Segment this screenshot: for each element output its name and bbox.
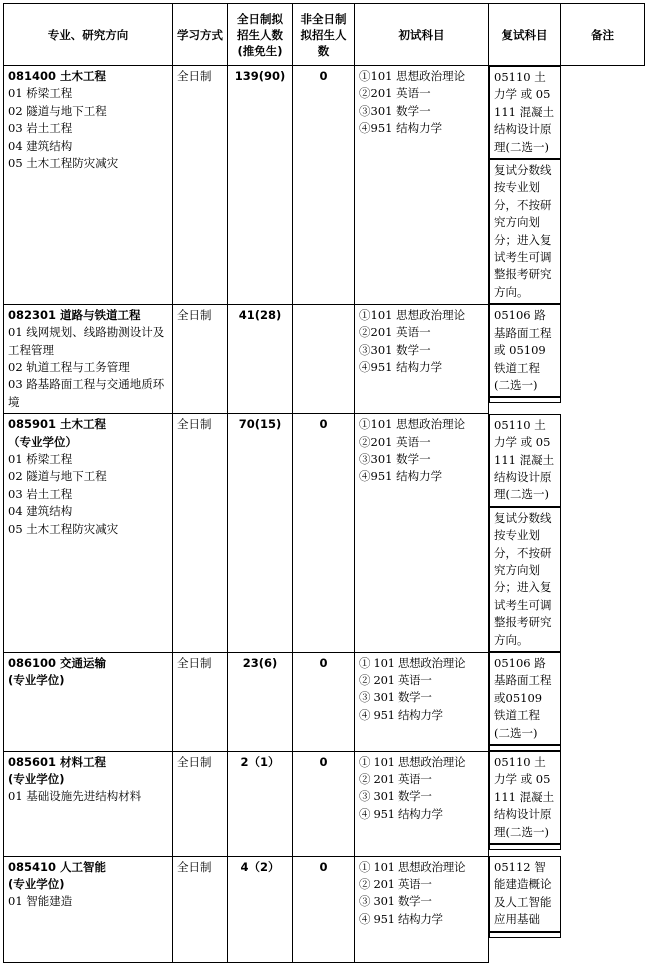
parttime-quota-cell: 0 [293,414,355,652]
direction-item: 01 智能建造 [8,894,73,909]
major-cell [4,652,173,751]
subject-item: ① 101 思想政治理论 [359,754,466,769]
header-parttime-quota: 非全日制拟招生人数 [293,4,355,66]
major-title: 081400 土木工程 [8,69,107,83]
subject-item: ①101 思想政治理论 [359,69,466,83]
header-fulltime-quota: 全日制拟招生人数(推免生) [228,4,293,66]
header-retest-subjects: 复试科目 [489,4,561,66]
retest-cell: 05110 土力学 或 05111 混凝土结构设计原理(二选一) [489,414,561,507]
subject-item: ③ 301 数学一 [359,690,432,705]
subject-item: ③301 数学一 [359,103,431,118]
subject-item: ③ 301 数学一 [359,789,432,804]
parttime-quota-cell: 0 [293,652,355,751]
degree-type: (专业学位) [8,876,65,891]
table-row [4,66,645,305]
direction-item: 03 岩土工程 [8,486,73,501]
fulltime-quota-cell: 70(15) [228,414,293,652]
retest-cell: 05106 路基路面工程或05109 铁道工程(二选一) [489,652,561,745]
direction-item: 01 桥梁工程 [8,86,73,101]
fulltime-quota-cell: 41(28) [228,304,293,413]
subject-item: ② 201 英语一 [359,771,432,786]
study-mode-cell: 全日制 [173,652,228,751]
direction-item: 01 基础设施先进结构材料 [8,789,142,804]
subject-item: ② 201 英语一 [359,672,432,687]
subject-item: ②201 英语一 [359,325,431,340]
header-notes: 备注 [561,4,645,66]
subject-item: ④951 结构力学 [359,121,443,136]
table-row [4,304,645,413]
direction-item: 04 建筑结构 [8,504,73,519]
subject-item: ①101 思想政治理论 [359,307,466,322]
direction-item: 01 桥梁工程 [8,452,73,467]
subject-item: ③301 数学一 [359,342,431,357]
header-major: 专业、研究方向 [4,4,173,66]
study-mode-cell: 全日制 [173,304,228,413]
major-cell [4,751,173,856]
initial-subjects-cell [355,304,489,413]
major-title: 085601 材料工程 [8,754,107,769]
initial-subjects-cell [355,66,489,305]
fulltime-quota-cell: 139(90) [228,66,293,305]
degree-type: （专业学位） [8,434,77,449]
major-title: 085901 土木工程 [8,417,107,432]
major-cell [4,414,173,652]
subject-item: ① 101 思想政治理论 [359,859,466,874]
direction-item: 01 线网规划、线路勘测设计及工程管理 [8,325,165,357]
direction-item: 03 岩土工程 [8,121,73,136]
retest-cell: 05110 土力学 或 05111 混凝土结构设计原理(二选一) [489,66,561,159]
note-cell [489,932,561,938]
table-row [4,652,645,751]
initial-subjects-cell [355,856,489,962]
table-row [4,751,645,856]
note-cell [489,397,561,403]
direction-item: 05 土木工程防灾减灾 [8,156,119,171]
study-mode-cell: 全日制 [173,856,228,962]
direction-item: 03 路基路面工程与交通地质环境 [8,377,165,409]
subject-item: ④951 结构力学 [359,469,443,484]
subject-item: ④951 结构力学 [359,360,443,374]
subject-item: ②201 英语一 [359,434,431,449]
initial-subjects-cell [355,414,489,652]
subject-item: ③ 301 数学一 [359,894,432,909]
study-mode-cell: 全日制 [173,66,228,305]
parttime-quota-cell: 0 [293,856,355,962]
retest-cell: 05112 智能建造概论及人工智能应用基础 [489,856,561,932]
fulltime-quota-cell: 2（1） [228,751,293,856]
direction-item: 04 建筑结构 [8,138,73,153]
parttime-quota-cell: 0 [293,66,355,305]
degree-type: (专业学位) [8,771,65,786]
note-cell: 复试分数线按专业划分，不按研究方向划分；进入复试考生可调整报考研究方向。 [489,159,561,304]
major-title: 085410 人工智能 [8,859,107,874]
subject-item: ④ 951 结构力学 [359,806,443,821]
subject-item: ④ 951 结构力学 [359,911,443,926]
major-title: 086100 交通运输 [8,655,107,670]
major-cell [4,304,173,413]
header-study-mode: 学习方式 [173,4,228,66]
direction-item: 02 轨道工程与工务管理 [8,360,130,374]
direction-item: 02 隧道与地下工程 [8,103,107,118]
note-cell: 复试分数线按专业划分，不按研究方向划分；进入复试考生可调整报考研究方向。 [489,507,561,652]
study-mode-cell: 全日制 [173,751,228,856]
degree-type: (专业学位) [8,672,65,687]
header-row [4,4,645,66]
note-cell [489,844,561,850]
fulltime-quota-cell: 23(6) [228,652,293,751]
subject-item: ② 201 英语一 [359,876,432,891]
initial-subjects-cell [355,652,489,751]
study-mode-cell: 全日制 [173,414,228,652]
direction-item: 05 土木工程防灾减灾 [8,521,119,536]
major-cell [4,66,173,305]
header-initial-subjects: 初试科目 [355,4,489,66]
subject-item: ④ 951 结构力学 [359,707,443,722]
major-title: 082301 道路与铁道工程 [8,307,141,322]
table-row [4,414,645,652]
subject-item: ①101 思想政治理论 [359,417,466,432]
subject-item: ① 101 思想政治理论 [359,655,466,670]
fulltime-quota-cell: 4（2） [228,856,293,962]
subject-item: ③301 数学一 [359,452,431,467]
major-cell [4,856,173,962]
retest-cell: 05106 路基路面工程 或 05109 铁道工程(二选一) [489,304,561,397]
direction-item: 02 隧道与地下工程 [8,469,107,484]
parttime-quota-cell [293,304,355,413]
admissions-table [3,3,645,963]
table-row [4,856,645,962]
initial-subjects-cell [355,751,489,856]
subject-item: ②201 英语一 [359,86,431,101]
parttime-quota-cell: 0 [293,751,355,856]
retest-cell: 05110 土力学 或 05111 混凝土结构设计原理(二选一) [489,751,561,844]
